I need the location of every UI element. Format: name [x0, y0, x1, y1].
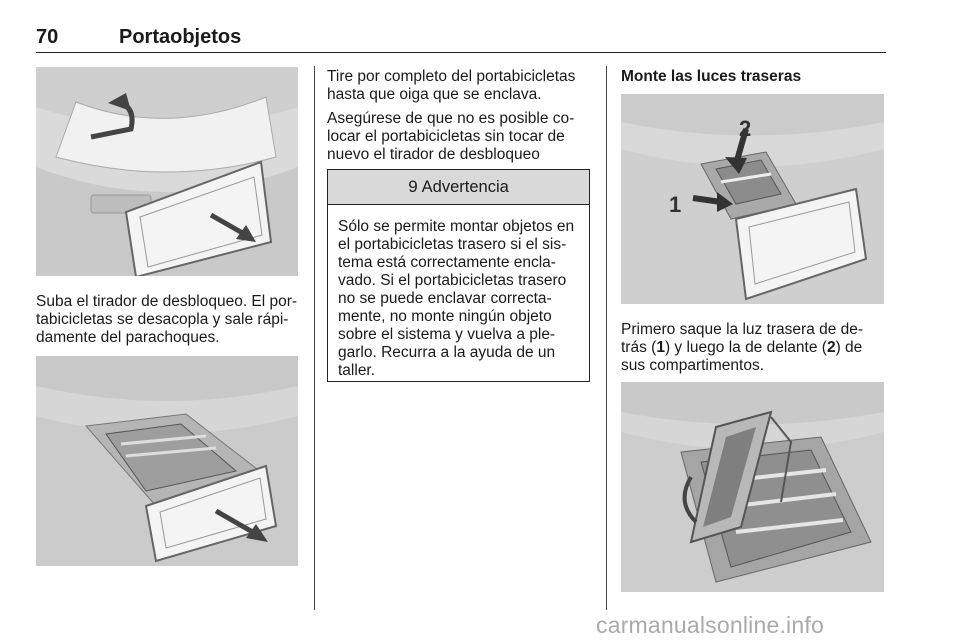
car-rear-release-svg: [36, 67, 298, 276]
paragraph-remove-order: Primero saque la luz trasera de de- trás (1) y luego la de delante (2) de sus compartimentos.: [621, 321, 864, 374]
warning-box: [327, 169, 590, 382]
warning-body: Sólo se permite montar objetos en el portabicicletas trasero si el sis- tema está correctamente encla- vado. Si el portabicicletas trasero no se puede enclavar correcta- mente, no monte ningún objeto sobre el sistema y vuelva a ple- garlo. Recurra a la ayuda de un taller.: [338, 218, 575, 379]
illustration-tail-lights-mounted: [621, 382, 884, 592]
page-title: Portaobjetos: [119, 26, 242, 48]
section-heading-tail-lights: Monte las luces traseras: [621, 68, 802, 85]
column-divider-2: [606, 66, 607, 610]
warning-icon: 9: [408, 177, 418, 196]
watermark: carmanualsonline.info: [596, 612, 824, 638]
page-number: 70: [36, 26, 59, 48]
carrier-extended-svg: [36, 356, 298, 566]
tail-lights-mounted-svg: [621, 382, 884, 592]
warning-header: [328, 170, 589, 205]
illustration-carrier-pull-out: [36, 67, 298, 276]
paragraph-verify-locked: Asegúrese de que no es posible co- locar el portabicicletas sin tocar de nuevo el tirador de desbloqueo: [327, 110, 575, 163]
tail-lights-removal-svg: [621, 94, 884, 304]
callout-2: 2: [739, 116, 752, 141]
column-divider-1: [314, 66, 315, 610]
header-rule: [36, 52, 886, 53]
illustration-tail-lights-removal: [621, 94, 884, 304]
caption-release-handle: Suba el tirador de desbloqueo. El por- tabicicletas se desacopla y sale rápi- damente del parachoques.: [36, 293, 298, 346]
page-header: [36, 24, 886, 52]
warning-title: Advertencia: [421, 177, 509, 196]
callout-1: 1: [669, 192, 682, 217]
paragraph-pull-fully: Tire por completo del portabicicletas hasta que oiga que se enclava.: [327, 68, 576, 103]
illustration-carrier-extended: [36, 356, 298, 566]
